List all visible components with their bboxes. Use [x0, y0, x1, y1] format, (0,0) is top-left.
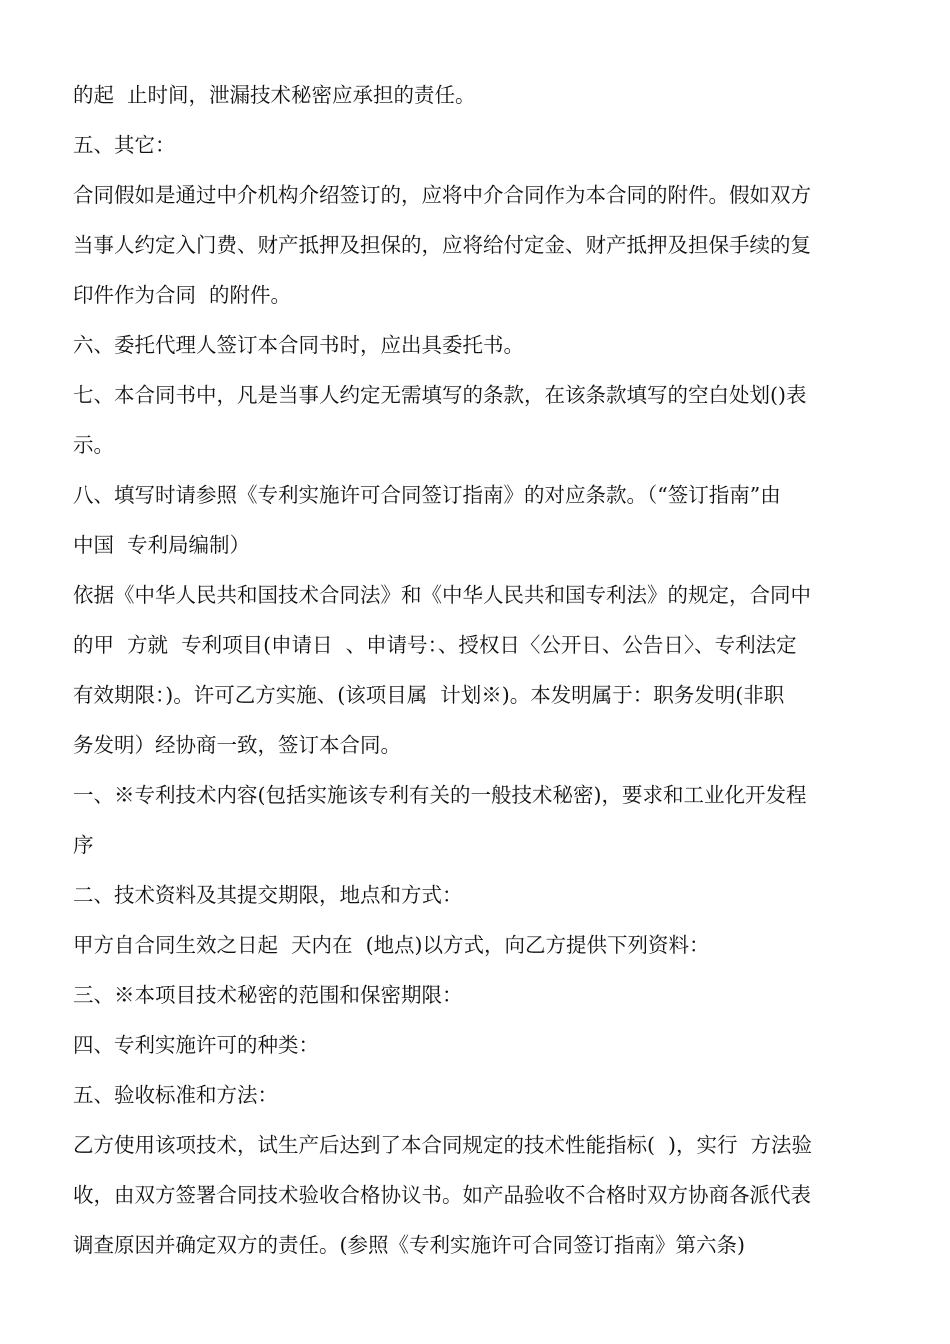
text-line: 收，由双方签署合同技术验收合格协议书。如产品验收不合格时双方协商各派代表 — [73, 1183, 811, 1207]
text-line: 有效期限：)。许可乙方实施、(该项目属 计划※)。本发明属于：职务发明(非职 — [73, 683, 785, 707]
text-line: 甲方自合同生效之日起 天内在 (地点)以方式，向乙方提供下列资料： — [73, 933, 710, 957]
text-line: 的起 止时间，泄漏技术秘密应承担的责任。 — [73, 83, 476, 107]
text-line: 的甲 方就 专利项目(申请日 、申请号：、授权日〈公开日、公告日〉、专利法定 — [73, 633, 797, 657]
text-line: 务发明）经协商一致，签订本合同。 — [73, 733, 401, 757]
text-line: 当事人约定入门费、财产抵押及担保的，应将给付定金、财产抵押及担保手续的复 — [73, 233, 811, 257]
section-heading-other: 五、其它： — [73, 133, 176, 157]
section-heading-license-type: 四、专利实施许可的种类： — [73, 1033, 319, 1057]
text-line: 合同假如是通过中介机构介绍签订的，应将中介合同作为本合同的附件。假如双方 — [73, 183, 811, 207]
text-line: 印件作为合同 的附件。 — [73, 283, 292, 307]
section-heading-confidentiality: 三、※本项目技术秘密的范围和保密期限： — [73, 983, 463, 1007]
text-line: 示。 — [73, 433, 114, 457]
text-line: 序 — [73, 833, 94, 857]
text-line: 六、委托代理人签订本合同书时，应出具委托书。 — [73, 333, 524, 357]
text-line: 中国 专利局编制） — [73, 533, 251, 557]
text-line: 七、本合同书中，凡是当事人约定无需填写的条款，在该条款填写的空白处划()表 — [73, 383, 807, 407]
section-heading-patent-content: 一、※专利技术内容(包括实施该专利有关的一般技术秘密)，要求和工业化开发程 — [73, 783, 807, 807]
section-heading-technical-materials: 二、技术资料及其提交期限，地点和方式： — [73, 883, 463, 907]
section-heading-acceptance: 五、验收标准和方法： — [73, 1083, 278, 1107]
text-line: 依据《中华人民共和国技术合同法》和《中华人民共和国专利法》的规定，合同中 — [73, 583, 811, 607]
text-line: 八、填写时请参照《专利实施许可合同签订指南》的对应条款。（“签订指南”由 — [73, 483, 781, 507]
text-line: 乙方使用该项技术，试生产后达到了本合同规定的技术性能指标( )，实行 方法验 — [73, 1133, 813, 1157]
text-line: 调查原因并确定双方的责任。(参照《专利实施许可合同签订指南》第六条) — [73, 1233, 745, 1257]
